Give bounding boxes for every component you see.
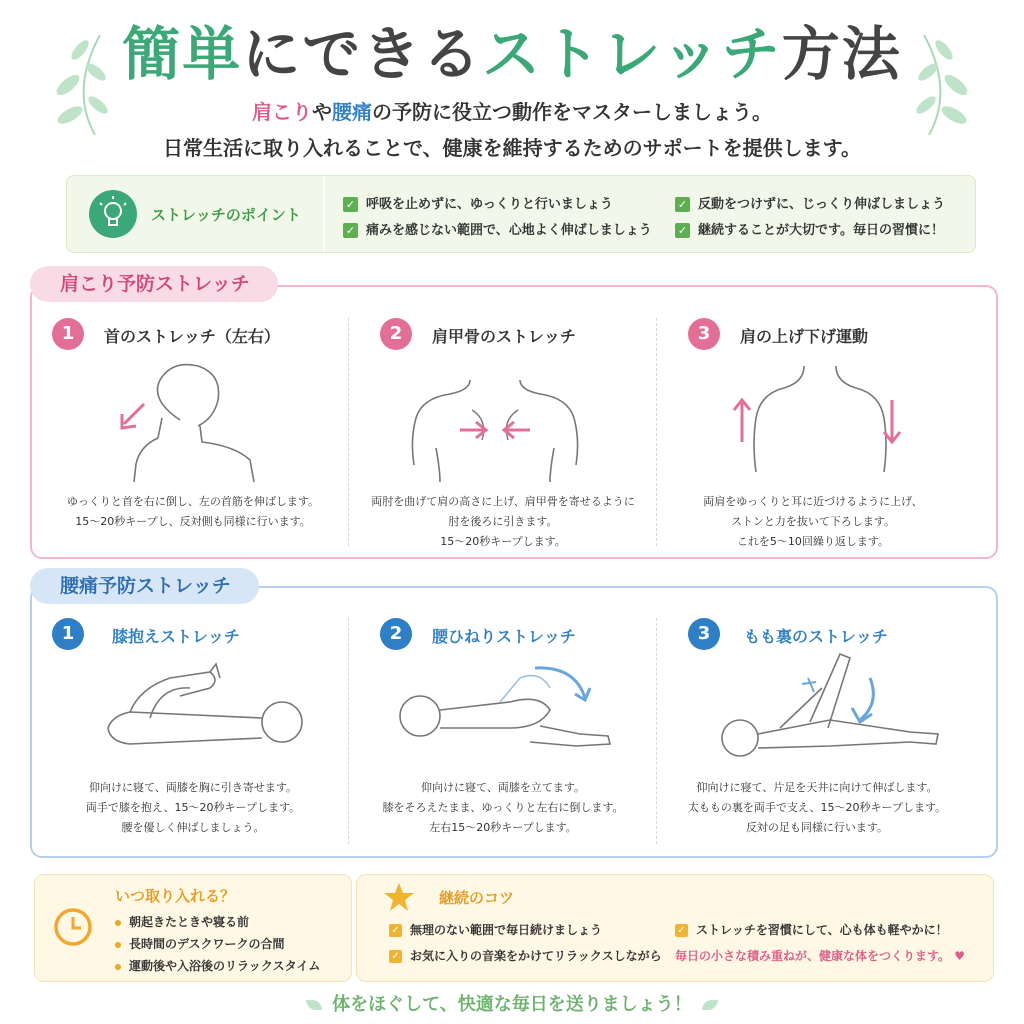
back-section-label: 腰痛予防ストレッチ	[30, 568, 259, 604]
point-item: ✓ 継続することが大切です。毎日の習慣に！	[675, 219, 944, 238]
stretch-points-box	[66, 175, 976, 253]
points-title: ストレッチのポイント	[151, 206, 301, 224]
footer-message: 体をほぐして、快適な毎日を送りましょう！	[0, 990, 1024, 1016]
step-title: 膝抱えストレッチ	[112, 627, 240, 646]
tip-item: ✓ ストレッチを習慣にして、心も体も軽やかに！	[675, 921, 948, 938]
tip-item: ✓ 無理のない範囲で毎日続けましょう	[389, 921, 602, 938]
step-description: 仰向けに寝て、片足を天井に向けて伸ばします。 太ももの裏を両手で支え、15〜20秒キープします。 反対の足も同様に行います。	[687, 781, 947, 834]
check-icon: ✓	[343, 197, 358, 212]
when-item: 長時間のデスクワークの合間	[115, 935, 285, 952]
check-icon: ✓	[675, 197, 690, 212]
check-icon: ✓	[675, 924, 688, 937]
step-description: 両肩をゆっくりと耳に近づけるように上げ、 ストンと力を抜いて下ろします。 これを5〜10回繰り返します。	[703, 495, 923, 548]
step-number-badge: 3	[688, 618, 720, 650]
when-item: 朝起きたときや寝る前	[115, 913, 249, 930]
step-number-badge: 2	[380, 618, 412, 650]
step-description: 仰向けに寝て、両膝を立てます。 膝をそろえたまま、ゆっくりと左右に倒します。 左右15〜20秒キープします。	[382, 781, 624, 834]
hamstring-stretch-illustration	[710, 648, 950, 758]
step-title: 肩甲骨のストレッチ	[432, 327, 576, 346]
step-number-badge: 2	[380, 318, 412, 350]
point-item: ✓ 呼吸を止めずに、ゆっくりと行いましょう	[343, 193, 613, 212]
when-title: いつ取り入れる？	[115, 887, 236, 905]
step-description: 仰向けに寝て、両膝を胸に引き寄せます。 両手で膝を抱え、15〜20秒キープします。 腰を優しく伸ばしましょう。	[85, 781, 301, 834]
point-item: ✓ 痛みを感じない範囲で、心地よく伸ばしましょう	[343, 219, 652, 238]
check-icon: ✓	[343, 223, 358, 238]
neck-stretch-illustration	[110, 360, 270, 485]
shoulder-section-label: 肩こり予防ストレッチ	[30, 266, 278, 302]
knee-hug-stretch-illustration	[60, 658, 310, 753]
leaf-icon	[306, 1000, 322, 1010]
step-title: もも裏のストレッチ	[744, 627, 888, 646]
when-to-stretch-box	[34, 874, 352, 982]
when-item: 運動後や入浴後のリラックスタイム	[115, 957, 320, 974]
step-description: 両肘を曲げて肩の高さに上げ、肩甲骨を寄せるように 肘を後ろに引きます。 15〜20秒キープします。	[371, 495, 635, 548]
heart-icon: ♥	[954, 949, 965, 963]
step-number-badge: 1	[52, 318, 84, 350]
page-title: 簡単にできるストレッチ方法	[122, 20, 902, 88]
step-title: 腰ひねりストレッチ	[432, 627, 576, 646]
point-item: ✓ 反動をつけずに、じっくり伸ばしましょう	[675, 193, 945, 212]
step-title: 肩の上げ下げ運動	[740, 327, 869, 346]
lower-back-twist-illustration	[390, 658, 620, 753]
step-number-badge: 3	[688, 318, 720, 350]
tips-box	[356, 874, 994, 982]
check-icon: ✓	[389, 924, 402, 937]
shoulder-blade-stretch-illustration	[400, 360, 590, 485]
check-icon: ✓	[675, 223, 690, 238]
star-icon	[383, 881, 415, 913]
step-number-badge: 1	[52, 618, 84, 650]
points-divider	[323, 176, 325, 252]
subtitle-line-1: 肩こりや腰痛の予防に役立つ動作をマスターしましょう。	[252, 100, 772, 124]
shoulder-shrug-illustration	[730, 360, 910, 485]
step-description: ゆっくりと首を右に倒し、左の首筋を伸ばします。 15〜20秒キープし、反対側も同様に行います。	[66, 495, 319, 528]
check-icon: ✓	[389, 950, 402, 963]
tips-title: 継続のコツ	[439, 889, 515, 907]
subtitle-line-2: 日常生活に取り入れることで、健康を維持するためのサポートを提供します。	[163, 136, 861, 160]
leaf-icon	[702, 1000, 718, 1010]
clock-icon	[53, 907, 93, 947]
step-title: 首のストレッチ（左右）	[104, 327, 280, 346]
tips-highlight: 毎日の小さな積み重ねが、健康な体をつくります。 ♥	[675, 949, 965, 963]
tip-item: ✓ お気に入りの音楽をかけてリラックスしながら	[389, 947, 662, 964]
lightbulb-icon	[89, 190, 137, 238]
